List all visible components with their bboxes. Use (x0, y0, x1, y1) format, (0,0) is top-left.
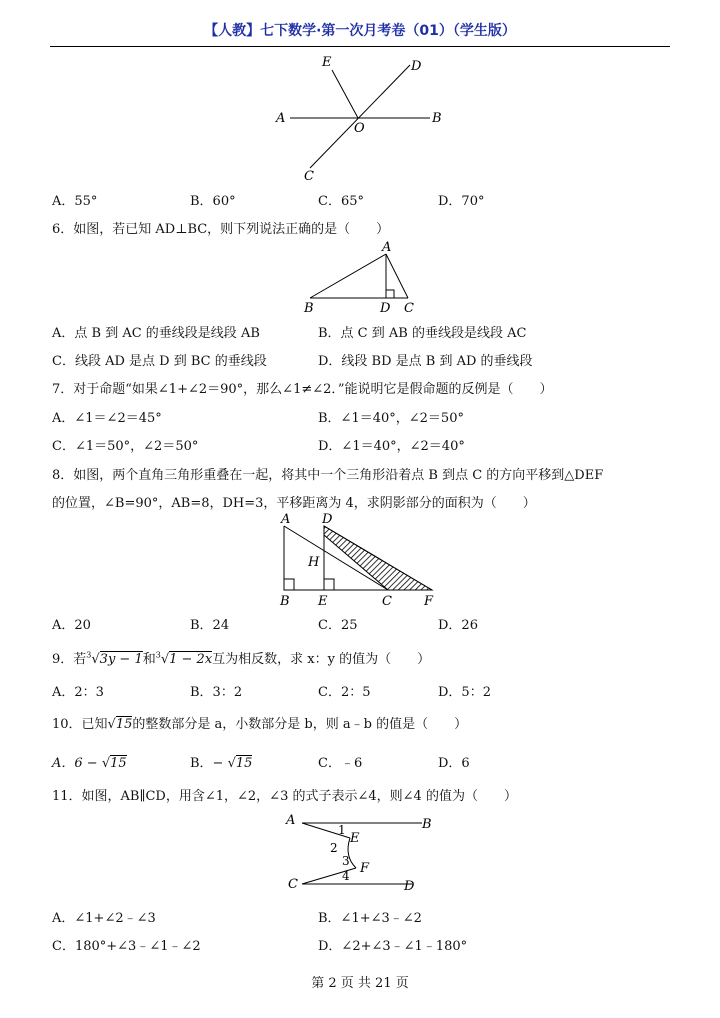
q7-option-c[interactable]: C．∠1＝50°，∠2＝50° (52, 439, 199, 454)
q5-label-e: E (322, 55, 332, 70)
q8-option-b[interactable]: B．24 (190, 618, 230, 633)
q9-root2-radicand: 1 − 2x (169, 652, 213, 667)
q10-option-b[interactable] (190, 752, 252, 771)
q7-option-b[interactable]: B．∠1＝40°，∠2＝50° (318, 411, 464, 426)
q9-stem (52, 648, 430, 667)
q7-option-a[interactable]: A．∠1＝∠2＝45° (52, 411, 162, 426)
q11-label-a: A (286, 813, 296, 828)
q5-label-o: O (354, 121, 365, 136)
q11-stem: 11．如图，AB∥CD，用含∠1，∠2，∠3 的式子表示∠4，则∠4 的值为（ ） (52, 789, 517, 804)
q10-option-d[interactable]: D．6 (438, 756, 470, 771)
q8-label-c: C (382, 594, 392, 609)
q10-stem (52, 713, 467, 732)
q10-option-a-radical-sign: √ (101, 756, 111, 771)
q8-stem-line1: 8．如图，两个直角三角形重叠在一起，将其中一个三角形沿着点 B 到点 C 的方向平移到△DEF (52, 468, 604, 483)
q10-stem-prefix: 10．已知 (52, 717, 108, 732)
q7-stem: 7．对于命题“如果∠1+∠2＝90°，那么∠1≠∠2．”能说明它是假命题的反例是（ ） (52, 382, 553, 397)
q8-option-c[interactable]: C．25 (318, 618, 358, 633)
q8-label-b: B (280, 594, 290, 609)
q8-label-h: H (308, 555, 320, 570)
q11-option-d[interactable]: D．∠2+∠3﹣∠1﹣180° (318, 939, 468, 954)
q9-option-b[interactable]: B．3：2 (190, 685, 243, 700)
q5-option-d[interactable]: D．70° (438, 194, 485, 209)
q9-root1-radicand: 3y − 1 (99, 652, 143, 667)
q5-figure (270, 50, 450, 185)
q8-label-a: A (281, 512, 291, 527)
q6-label-b: B (304, 301, 314, 314)
q10-option-b-radical-sign: √ (227, 756, 236, 771)
q10-option-a[interactable] (52, 752, 127, 771)
q11-label-e: E (350, 831, 360, 846)
q11-figure (282, 808, 432, 900)
q11-angle-1: 1 (338, 823, 346, 837)
q7-option-d[interactable]: D．∠1＝40°，∠2＝40° (318, 439, 465, 454)
q11-angle-2: 2 (330, 841, 338, 855)
q6-option-c[interactable]: C．线段 AD 是点 D 到 BC 的垂线段 (52, 354, 267, 369)
q10-option-b-prefix: B．− (190, 756, 228, 771)
q11-option-b[interactable]: B．∠1+∠3﹣∠2 (318, 911, 422, 926)
q5-option-c[interactable]: C．65° (318, 194, 364, 209)
q11-label-c: C (288, 877, 298, 892)
page-footer-number: 第 2 页 共 21 页 (311, 976, 409, 991)
q5-label-c: C (304, 169, 314, 184)
header-divider (50, 46, 670, 47)
q8-label-e: E (318, 594, 328, 609)
q8-label-f: F (424, 594, 434, 609)
q11-option-a[interactable]: A．∠1+∠2﹣∠3 (52, 911, 156, 926)
q10-option-a-prefix: A．6 − (52, 756, 102, 771)
q10-stem-suffix: 的整数部分是 a，小数部分是 b，则 a﹣b 的值是（ ） (132, 717, 468, 732)
q11-angle-3: 3 (342, 854, 350, 868)
q10-radicand: 15 (115, 717, 133, 732)
q9-option-a[interactable]: A．2：3 (52, 685, 104, 700)
q5-option-a[interactable]: A．55° (52, 194, 98, 209)
q9-radical-sign-1: √ (91, 652, 100, 667)
q5-label-a: A (276, 111, 286, 126)
q10-radical-sign: √ (107, 717, 116, 732)
q11-label-b: B (422, 817, 432, 832)
q8-figure (272, 512, 442, 610)
q6-label-a: A (382, 240, 392, 255)
q9-stem-prefix: 9．若 (52, 652, 87, 667)
q6-option-a[interactable]: A．点 B 到 AC 的垂线段是线段 AB (52, 326, 260, 341)
q11-angle-4: 4 (342, 869, 350, 883)
q8-label-d: D (322, 512, 333, 527)
q6-option-d[interactable]: D．线段 BD 是点 B 到 AD 的垂线段 (318, 354, 533, 369)
q5-label-d: D (411, 59, 422, 74)
q5-option-b[interactable]: B．60° (190, 194, 236, 209)
q6-label-d: D (380, 301, 391, 314)
q6-label-c: C (404, 301, 414, 314)
q8-option-d[interactable]: D．26 (438, 618, 478, 633)
q9-option-d[interactable]: D．5：2 (438, 685, 491, 700)
q10-option-a-radicand: 15 (110, 756, 127, 771)
q10-option-c[interactable]: C．﹣6 (318, 756, 363, 771)
q11-label-d: D (404, 879, 415, 894)
page-header-title: 【人教】七下数学·第一次月考卷（01）（学生版） (204, 23, 516, 39)
q6-figure (298, 238, 428, 314)
q8-option-a[interactable]: A．20 (52, 618, 91, 633)
q11-label-f: F (360, 861, 370, 876)
q9-stem-suffix: 互为相反数，求 x：y 的值为（ ） (212, 652, 431, 667)
q6-option-b[interactable]: B．点 C 到 AB 的垂线段是线段 AC (318, 326, 527, 341)
q5-label-b: B (432, 111, 442, 126)
q6-stem: 6．如图，若已知 AD⊥BC，则下列说法正确的是（ ） (52, 222, 390, 237)
q10-option-b-radicand: 15 (235, 756, 253, 771)
q9-option-c[interactable]: C．2：5 (318, 685, 371, 700)
q9-root1-index: 3 (86, 650, 92, 660)
q11-option-c[interactable]: C．180°+∠3﹣∠1﹣∠2 (52, 939, 201, 954)
q9-root2-index: 3 (155, 650, 161, 660)
q9-radical-sign-2: √ (160, 652, 170, 667)
q8-stem-line2: 的位置，∠B=90°，AB=8，DH=3，平移距离为 4，求阴影部分的面积为（ ） (52, 496, 536, 511)
q9-stem-and: 和 (142, 652, 156, 667)
